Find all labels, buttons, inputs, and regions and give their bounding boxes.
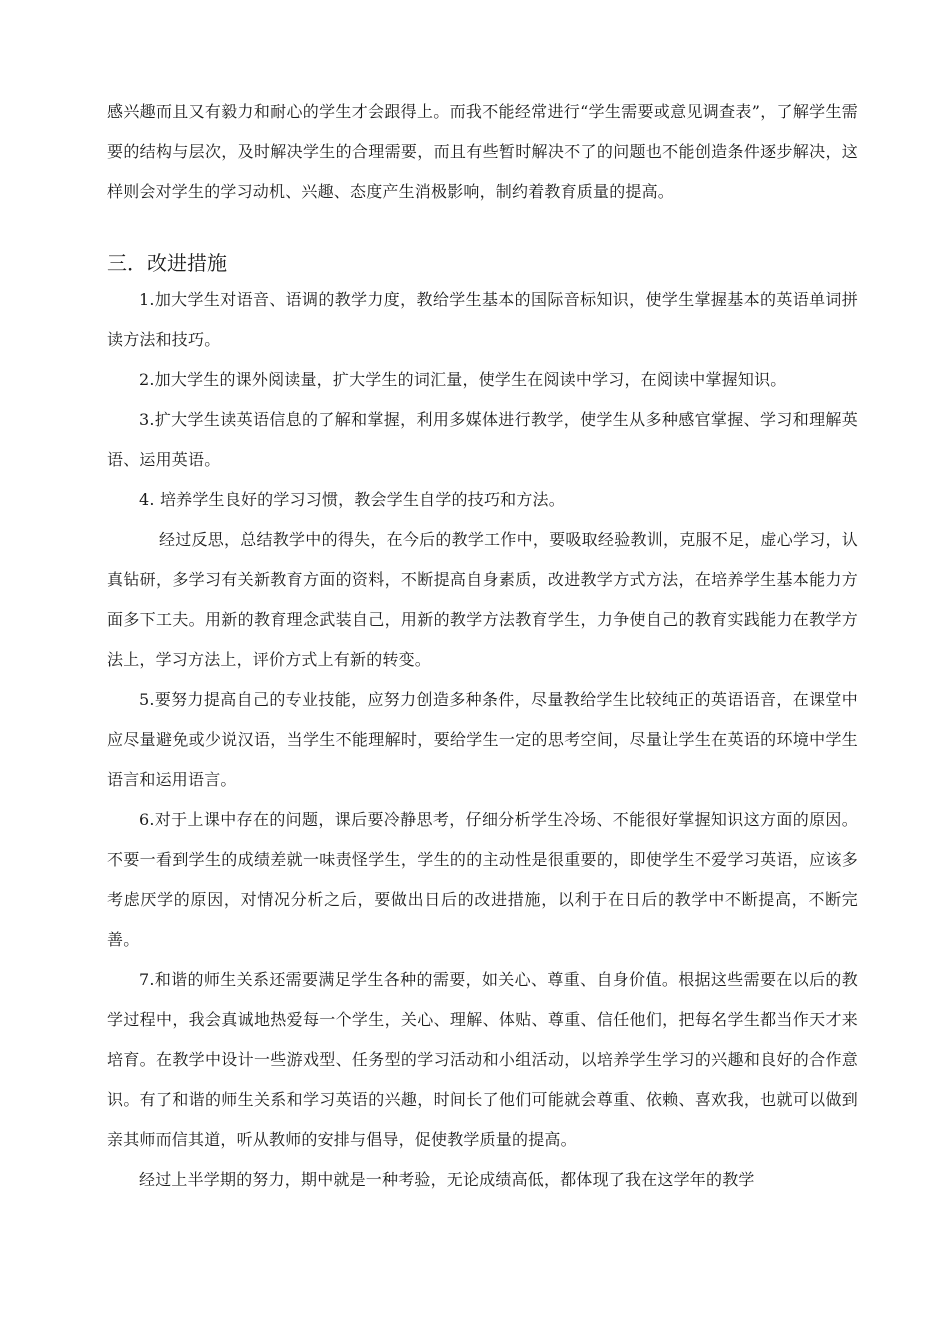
opening-paragraph: 感兴趣而且又有毅力和耐心的学生才会跟得上。而我不能经常进行“学生需要或意见调查表”，了解学生需要的结构与层次，及时解决学生的合理需要，而且有些暂时解决不了的问题也不能创造条件逐步解决，这样则会对学生的学习动机、兴趣、态度产生消极影响，制约着教育质量的提高。 bbox=[107, 102, 858, 201]
measure-item-1: 1.加大学生对语音、语调的教学力度，教给学生基本的国际音标知识，使学生掌握基本的英语单词拼读方法和技巧。 bbox=[107, 290, 858, 349]
measure-item-7: 7.和谐的师生关系还需要满足学生各种的需要，如关心、尊重、自身价值。根据这些需要在以后的教学过程中，我会真诚地热爱每一个学生，关心、理解、体贴、尊重、信任他们，把每名学生都当作天才来培育。在教学中设计一些游戏型、任务型的学习活动和小组活动，以培养学生学习的兴趣和良好的合作意识。有了和谐的师生关系和学习英语的兴趣，时间长了他们可能就会尊重、依赖、喜欢我，也就可以做到亲其师而信其道，听从教师的安排与倡导，促使教学质量的提高。 bbox=[107, 970, 858, 1149]
section-gap bbox=[107, 212, 858, 242]
document-body bbox=[107, 92, 858, 1200]
reflection-paragraph: 经过反思，总结教学中的得失，在今后的教学工作中，要吸取经验教训，克服不足，虚心学习，认真钻研，多学习有关新教育方面的资料，不断提高自身素质，改进教学方式方法，在培养学生基本能力方面多下工夫。用新的教育理念武装自己，用新的教学方法教育学生，力争使自己的教育实践能力在教学方法上，学习方法上，评价方式上有新的转变。 bbox=[107, 530, 858, 669]
measure-item-4: 4. 培养学生良好的学习习惯，教会学生自学的技巧和方法。 bbox=[139, 490, 565, 509]
closing-paragraph: 经过上半学期的努力，期中就是一种考验，无论成绩高低，都体现了我在这学年的教学 bbox=[139, 1170, 755, 1189]
measure-item-2: 2.加大学生的课外阅读量，扩大学生的词汇量，使学生在阅读中学习，在阅读中掌握知识。 bbox=[139, 370, 787, 389]
measure-item-3: 3.扩大学生读英语信息的了解和掌握，利用多媒体进行教学，使学生从多种感官掌握、学习和理解英语、运用英语。 bbox=[107, 410, 858, 469]
section-heading: 三．改进措施 bbox=[107, 251, 227, 275]
measure-item-6: 6.对于上课中存在的问题，课后要冷静思考，仔细分析学生冷场、不能很好掌握知识这方面的原因。不要一看到学生的成绩差就一味责怪学生，学生的的主动性是很重要的，即使学生不爱学习英语，应该多考虑厌学的原因，对情况分析之后，要做出日后的改进措施，以利于在日后的教学中不断提高，不断完善。 bbox=[107, 810, 858, 949]
measure-item-5: 5.要努力提高自己的专业技能，应努力创造多种条件，尽量教给学生比较纯正的英语语音，在课堂中应尽量避免或少说汉语，当学生不能理解时，要给学生一定的思考空间，尽量让学生在英语的环境中学生语言和运用语言。 bbox=[107, 690, 858, 789]
